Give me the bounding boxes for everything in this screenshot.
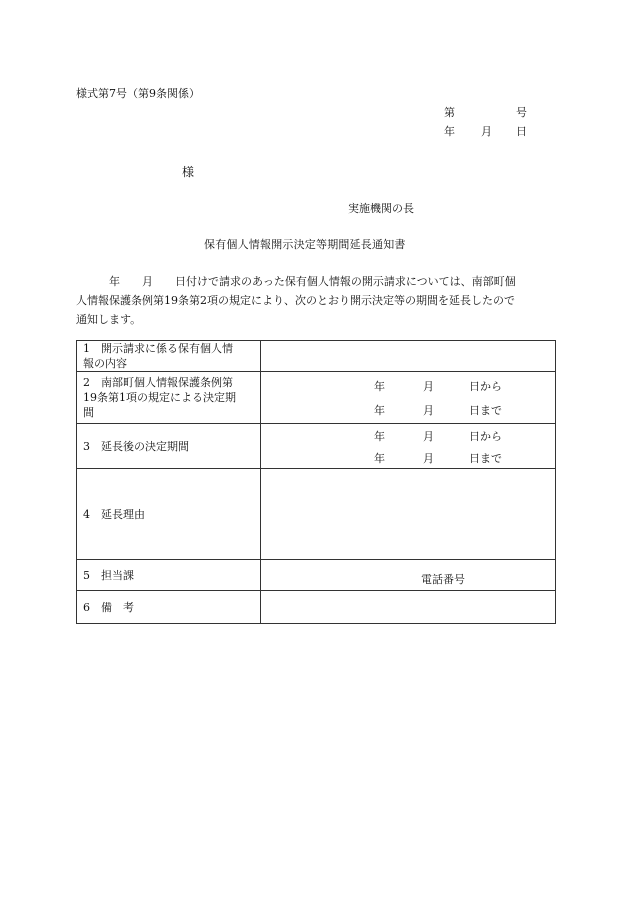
date-year-label: 年 [444,125,455,138]
body-line: 年 月 日付けで請求のあった保有個人情報の開示請求については、南部町個 [76,275,516,288]
recipient-honorific: 様 [182,165,195,179]
phone-label: 電話番号 [421,573,465,586]
row-value-content [261,341,556,372]
row-label-reason: 4 延長理由 [77,469,261,560]
table-row [77,372,556,424]
row-value-original-period: 年 月 日から 年 月 日まで [261,372,556,424]
table-row [77,560,556,591]
notice-table [76,340,556,624]
body-text [76,272,556,329]
document-number-suffix: 号 [516,106,527,119]
row-value-department [261,560,556,591]
date-day-label: 日 [516,125,527,138]
row-label-remarks: 6 備 考 [77,591,261,624]
sender-label: 実施機関の長 [348,202,414,215]
document-number-prefix: 第 [444,106,455,119]
row-label-extended-period: 3 延長後の決定期間 [77,424,261,469]
row-value-reason [261,469,556,560]
row-label-department: 5 担当課 [77,560,261,591]
table-row [77,469,556,560]
table-row [77,341,556,372]
row-label-content: 1 開示請求に係る保有個人情 報の内容 [77,341,261,372]
document-title: 保有個人情報開示決定等期間延長通知書 [204,238,406,251]
table-row [77,424,556,469]
body-line: 人情報保護条例第19条第2項の規定により、次のとおり開示決定等の期間を延長したので [76,294,515,307]
form-number: 様式第7号（第9条関係） [76,87,200,100]
table-row [77,591,556,624]
row-value-remarks [261,591,556,624]
row-value-extended-period: 年 月 日から 年 月 日まで [261,424,556,469]
date-month-label: 月 [481,125,492,138]
row-label-original-period: 2 南部町個人情報保護条例第 19条第1項の規定による決定期 間 [77,372,261,424]
body-line: 通知します。 [76,313,142,326]
